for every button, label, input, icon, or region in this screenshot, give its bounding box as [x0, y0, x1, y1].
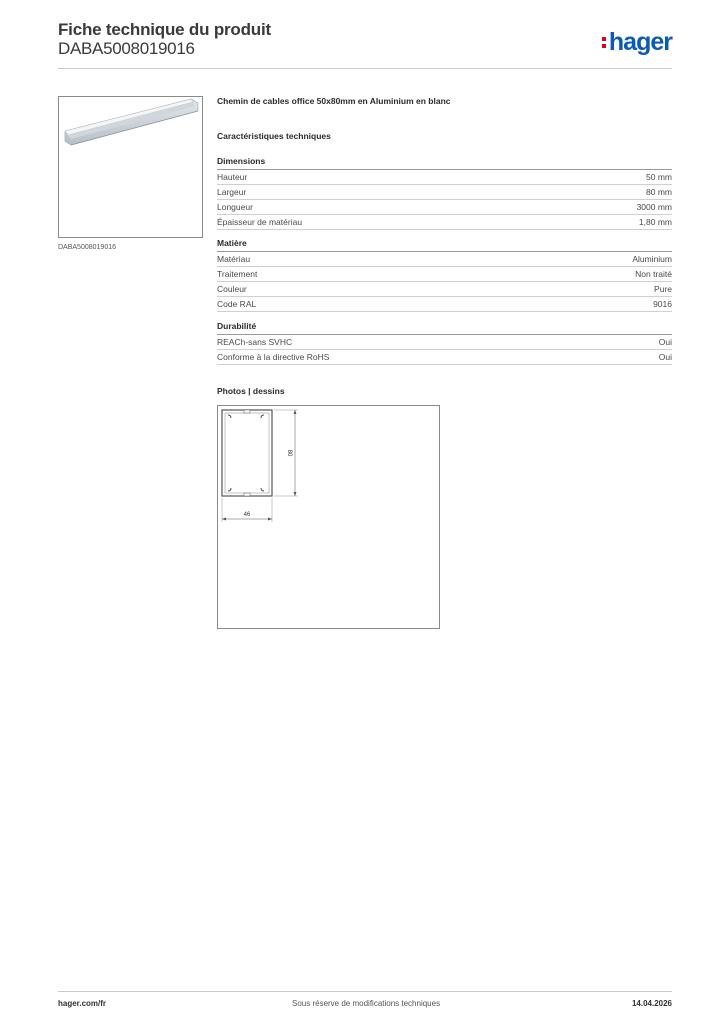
section-title: Matière — [217, 237, 672, 252]
spec-row — [217, 282, 672, 297]
spec-label: Code RAL — [217, 299, 257, 309]
spec-row — [217, 185, 672, 200]
section-title: Durabilité — [217, 320, 672, 335]
spec-row — [217, 335, 672, 350]
spec-value: Aluminium — [632, 254, 672, 264]
spec-row — [217, 252, 672, 267]
spec-label: Couleur — [217, 284, 247, 294]
spec-value: 3000 mm — [636, 202, 672, 212]
spec-row — [217, 297, 672, 312]
spec-row — [217, 350, 672, 365]
spec-label: Conforme à la directive RoHS — [217, 352, 330, 362]
document-title: Fiche technique du produit — [58, 20, 271, 39]
spec-label: Épaisseur de matériau — [217, 217, 303, 227]
spec-value: Oui — [658, 337, 672, 347]
dimension-height-label: 80 — [286, 449, 292, 457]
spec-label: Matériau — [217, 254, 251, 264]
header-divider — [58, 68, 672, 69]
product-image — [58, 96, 203, 238]
spec-label: Traitement — [217, 269, 258, 279]
technical-drawing — [217, 405, 440, 629]
durability-section — [217, 320, 672, 365]
spec-value: 1,80 mm — [638, 217, 672, 227]
material-section — [217, 237, 672, 312]
spec-value: 50 mm — [646, 172, 672, 182]
spec-label: Hauteur — [217, 172, 248, 182]
spec-row — [217, 170, 672, 185]
spec-row — [217, 267, 672, 282]
spec-label: REACh-sans SVHC — [217, 337, 293, 347]
dimension-width-label: 46 — [243, 512, 251, 518]
footer-notice: Sous réserve de modifications techniques — [292, 999, 441, 1008]
spec-row — [217, 215, 672, 230]
spec-value: 80 mm — [646, 187, 672, 197]
hager-logo — [609, 27, 672, 57]
section-title: Dimensions — [217, 155, 672, 170]
cable-tray-illustration-icon — [59, 97, 202, 237]
photos-drawings-title: Photos | dessins — [217, 386, 285, 396]
product-code: DABA5008019016 — [58, 39, 195, 58]
spec-value: Pure — [654, 284, 672, 294]
product-image-caption: DABA5008019016 — [58, 244, 116, 251]
logo-dots-icon — [602, 37, 606, 51]
spec-row — [217, 200, 672, 215]
spec-label: Largeur — [217, 187, 247, 197]
dimensions-section — [217, 155, 672, 230]
footer-divider — [58, 991, 672, 992]
spec-value: Non traité — [635, 269, 672, 279]
logo-text: hager — [608, 28, 672, 56]
spec-value: Oui — [658, 352, 672, 362]
technical-characteristics-heading: Caractéristiques techniques — [217, 131, 331, 141]
spec-label: Longueur — [217, 202, 253, 212]
footer-date: 14.04.2026 — [631, 999, 672, 1008]
footer-website-link[interactable]: hager.com/fr — [58, 999, 107, 1008]
cross-section-drawing-icon — [218, 406, 439, 628]
spec-value: 9016 — [653, 299, 672, 309]
product-description: Chemin de cables office 50x80mm en Aluminium en blanc — [217, 96, 451, 106]
